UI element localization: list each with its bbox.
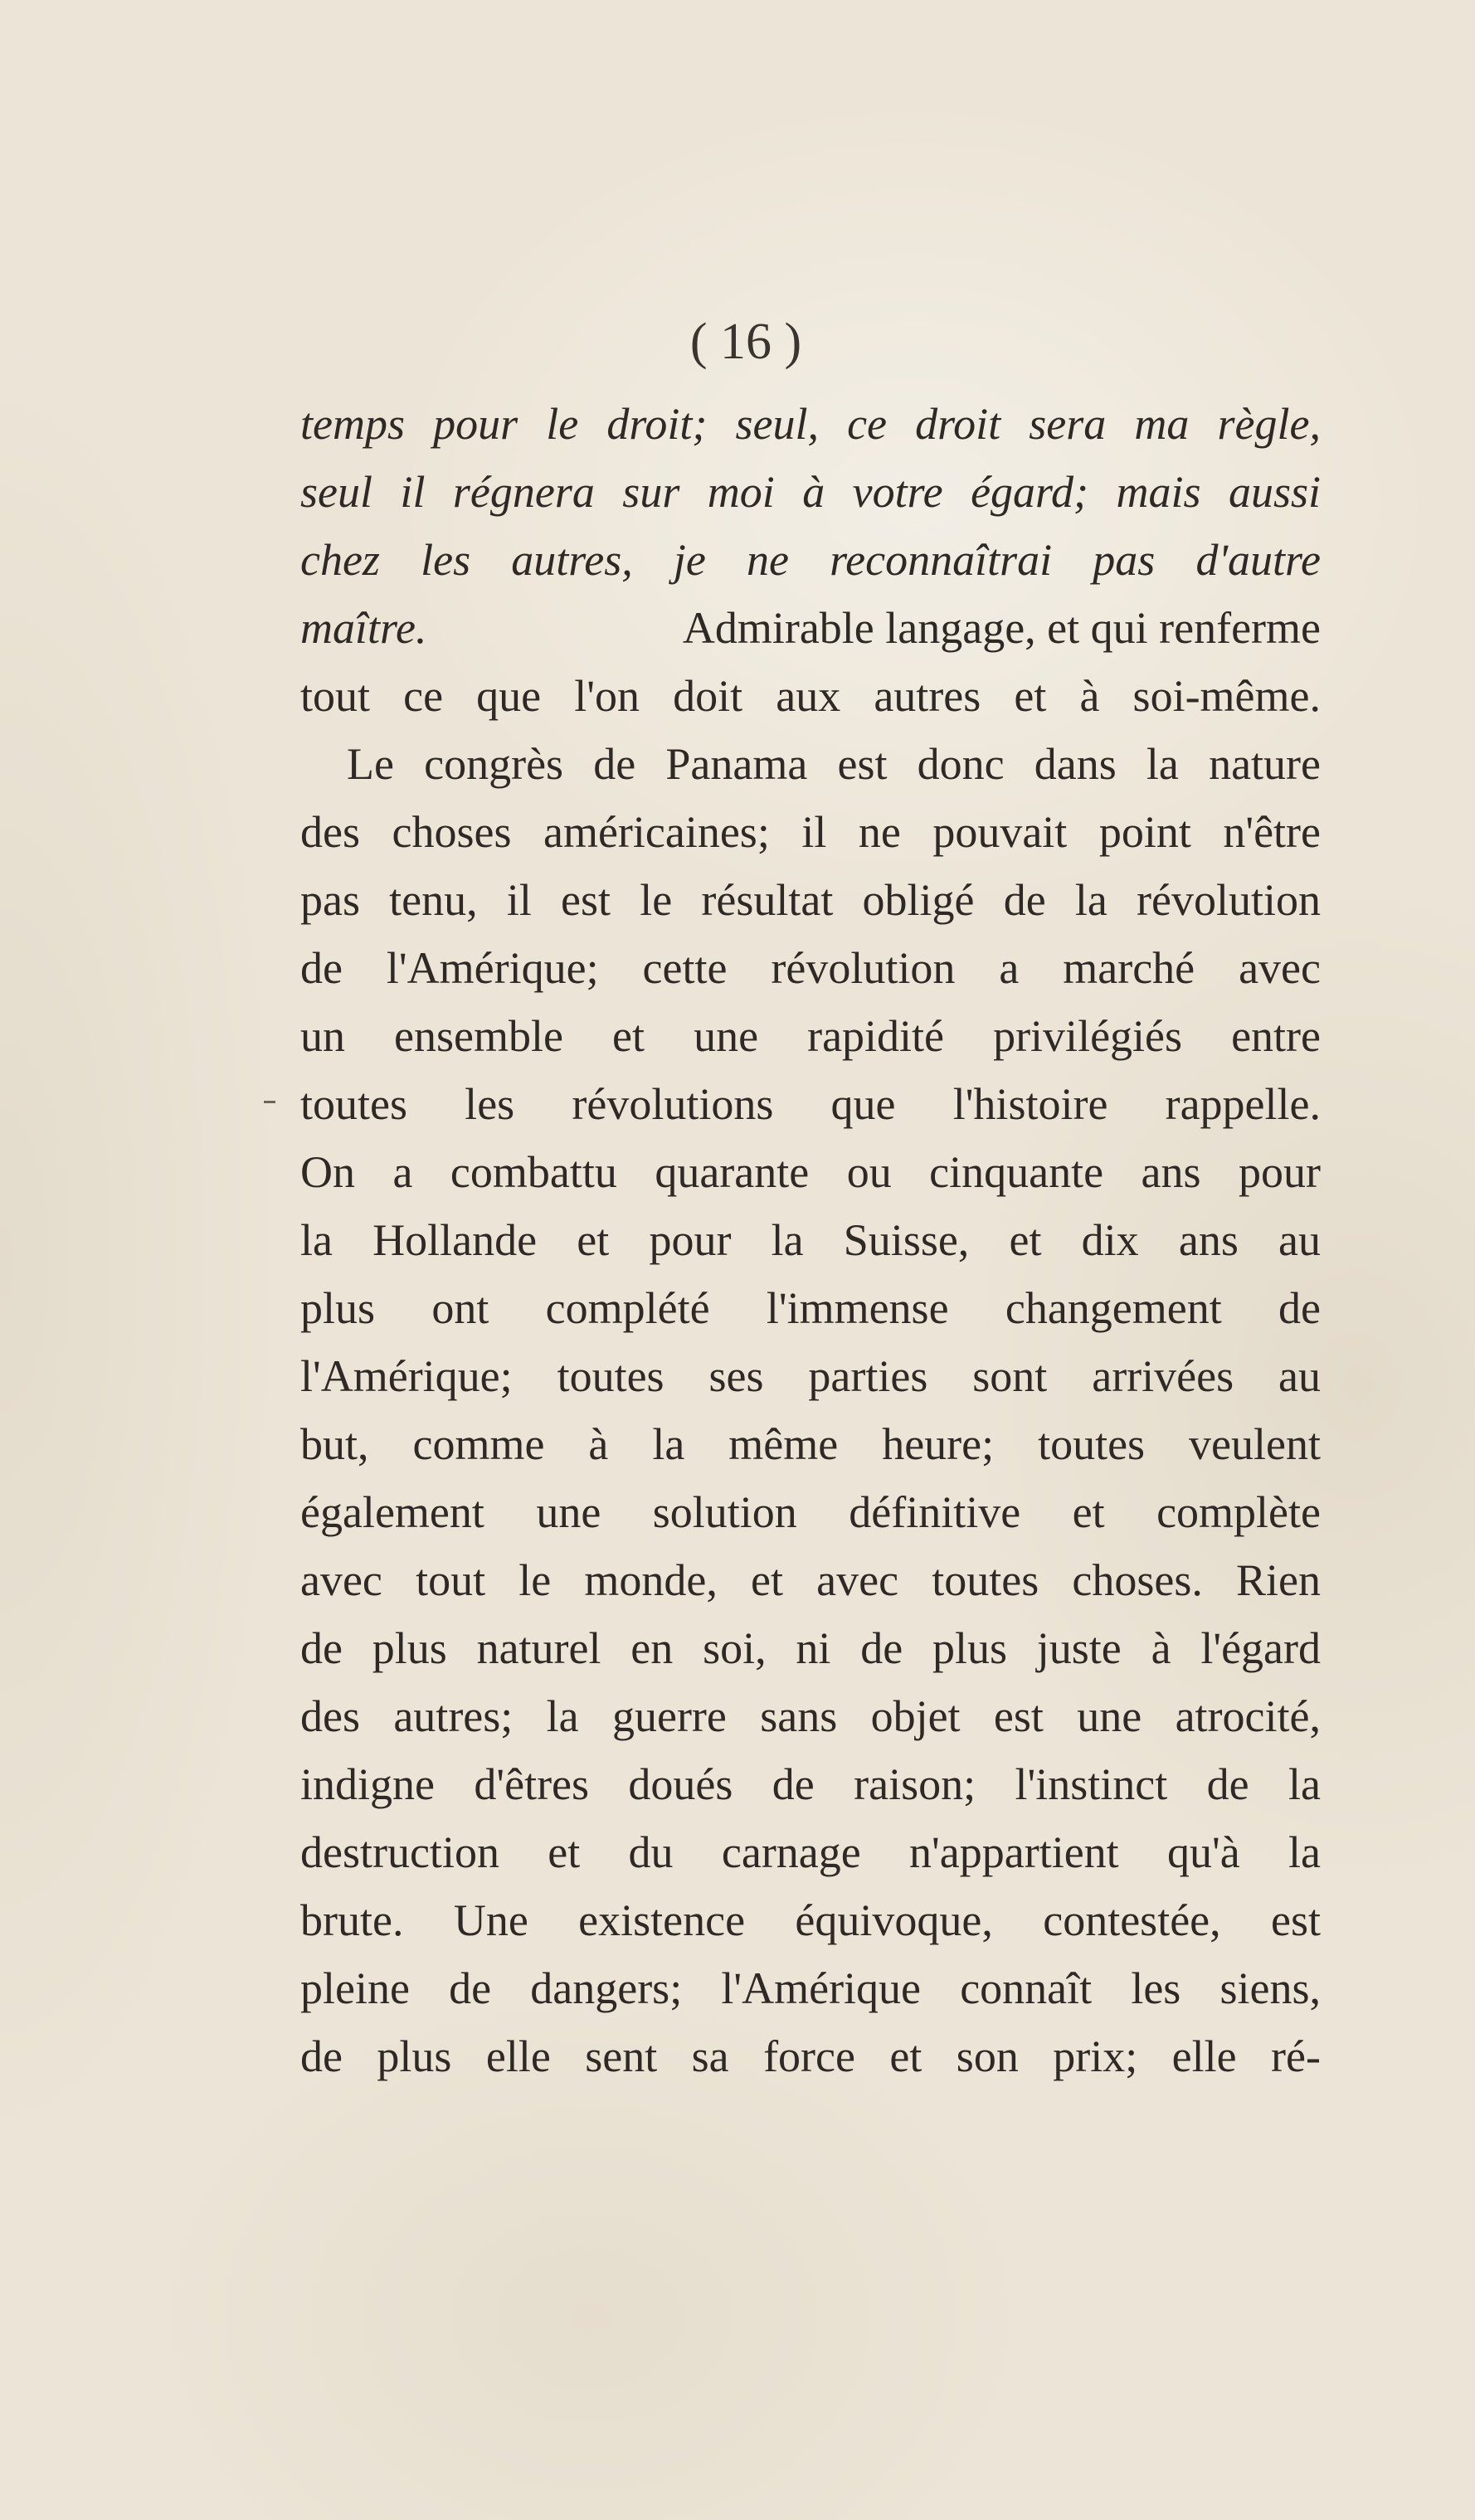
text-line: brute. Une existence équivoque, contestée, est <box>300 1895 1321 1945</box>
margin-mark <box>264 1101 275 1103</box>
text-line: toutes les révolutions que l'histoire rappelle. <box>300 1079 1321 1129</box>
text-line: destruction et du carnage n'appartient qu'à la <box>300 1827 1321 1877</box>
text-line: la Hollande et pour la Suisse, et dix ans au <box>300 1215 1321 1265</box>
text-line: également une solution définitive et complète <box>300 1487 1321 1537</box>
text-line: des choses américaines; il ne pouvait point n'être <box>300 807 1321 857</box>
text-line: temps pour le droit; seul, ce droit sera ma règle, <box>300 399 1321 449</box>
text-line: tout ce que l'on doit aux autres et à soi-même. <box>300 671 1321 721</box>
text-line: des autres; la guerre sans objet est une atrocité, <box>300 1691 1321 1741</box>
text-line: On a combattu quarante ou cinquante ans pour <box>300 1147 1321 1197</box>
page-number: ( 16 ) <box>689 314 802 370</box>
text-line: pleine de dangers; l'Amérique connaît les siens, <box>300 1963 1321 2013</box>
body-text <box>300 390 1321 2090</box>
text-line: pas tenu, il est le résultat obligé de la révolution <box>300 875 1321 925</box>
text-line: l'Amérique; toutes ses parties sont arrivées au <box>300 1351 1321 1401</box>
paragraph-start-line: Le congrès de Panama est donc dans la nature <box>347 739 1321 789</box>
text-line: plus ont complété l'immense changement de <box>300 1283 1321 1333</box>
text-line: indigne d'êtres doués de raison; l'instinct de la <box>300 1759 1321 1809</box>
text-line: de plus naturel en soi, ni de plus juste à l'égard <box>300 1623 1321 1673</box>
text-line: seul il régnera sur moi à votre égard; mais aussi <box>300 467 1321 517</box>
text-line: chez les autres, je ne reconnaîtrai pas d'autre <box>300 535 1321 585</box>
text-line-italic-part: maître. <box>300 603 427 653</box>
text-line: de l'Amérique; cette révolution a marché avec <box>300 943 1321 993</box>
text-line-roman-part: Admirable langage, et qui renferme <box>682 603 1321 653</box>
text-line: un ensemble et une rapidité privilégiés entre <box>300 1011 1321 1061</box>
text-line <box>300 594 1321 662</box>
text-line: but, comme à la même heure; toutes veulent <box>300 1419 1321 1469</box>
text-line: avec tout le monde, et avec toutes choses. Rien <box>300 1555 1321 1605</box>
text-line: de plus elle sent sa force et son prix; elle ré- <box>300 2031 1321 2081</box>
